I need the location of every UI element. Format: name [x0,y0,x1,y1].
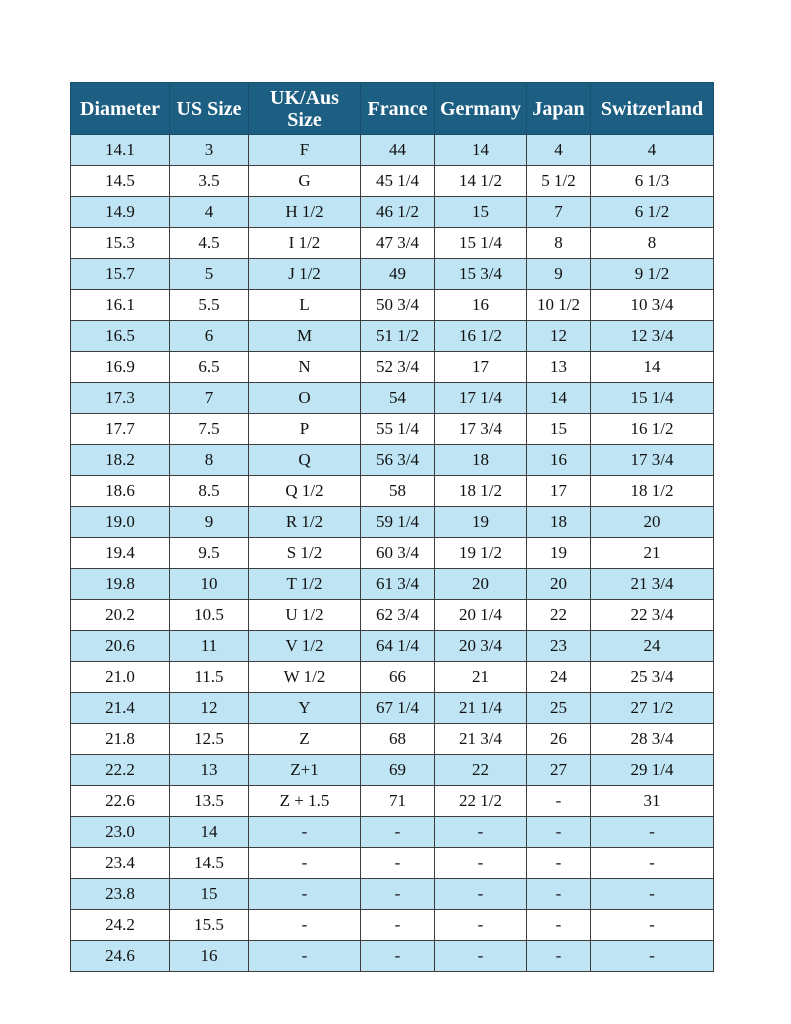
table-row [71,352,714,383]
cell-switzerland: 27 1/2 [591,693,714,724]
cell-germany: 17 3/4 [435,414,527,445]
cell-uk-aus-size: H 1/2 [249,197,361,228]
cell-switzerland: 6 1/2 [591,197,714,228]
cell-switzerland: 12 3/4 [591,321,714,352]
cell-france: 59 1/4 [361,507,435,538]
cell-uk-aus-size: M [249,321,361,352]
cell-diameter: 23.0 [71,817,170,848]
cell-france: - [361,910,435,941]
cell-france: 46 1/2 [361,197,435,228]
cell-switzerland: 9 1/2 [591,259,714,290]
table-row [71,879,714,910]
cell-us-size: 10.5 [170,600,249,631]
cell-germany: 15 3/4 [435,259,527,290]
cell-japan: - [527,817,591,848]
cell-france: 50 3/4 [361,290,435,321]
cell-us-size: 11.5 [170,662,249,693]
cell-france: 68 [361,724,435,755]
cell-germany: 17 [435,352,527,383]
cell-japan: 27 [527,755,591,786]
cell-germany: 18 [435,445,527,476]
cell-diameter: 21.8 [71,724,170,755]
cell-uk-aus-size: - [249,879,361,910]
column-header-us-size: US Size [170,83,249,135]
cell-japan: - [527,848,591,879]
cell-france: 55 1/4 [361,414,435,445]
cell-uk-aus-size: F [249,135,361,166]
cell-diameter: 15.7 [71,259,170,290]
table-row [71,321,714,352]
cell-uk-aus-size: - [249,848,361,879]
cell-france: - [361,817,435,848]
cell-france: 49 [361,259,435,290]
cell-us-size: 12 [170,693,249,724]
cell-germany: - [435,879,527,910]
cell-diameter: 22.2 [71,755,170,786]
cell-diameter: 24.6 [71,941,170,972]
ring-size-conversion-table [70,82,714,972]
cell-switzerland: 31 [591,786,714,817]
cell-germany: 18 1/2 [435,476,527,507]
cell-france: 45 1/4 [361,166,435,197]
cell-japan: 12 [527,321,591,352]
cell-us-size: 6 [170,321,249,352]
cell-switzerland: 28 3/4 [591,724,714,755]
cell-uk-aus-size: - [249,910,361,941]
cell-us-size: 4.5 [170,228,249,259]
cell-diameter: 16.1 [71,290,170,321]
cell-japan: 10 1/2 [527,290,591,321]
cell-germany: 21 3/4 [435,724,527,755]
cell-uk-aus-size: V 1/2 [249,631,361,662]
cell-uk-aus-size: - [249,817,361,848]
cell-japan: 23 [527,631,591,662]
cell-uk-aus-size: L [249,290,361,321]
cell-germany: 14 1/2 [435,166,527,197]
column-header-diameter: Diameter [71,83,170,135]
cell-switzerland: 6 1/3 [591,166,714,197]
header-row [71,83,714,135]
cell-diameter: 14.1 [71,135,170,166]
cell-uk-aus-size: W 1/2 [249,662,361,693]
table-row [71,848,714,879]
cell-france: - [361,879,435,910]
cell-diameter: 16.9 [71,352,170,383]
cell-diameter: 16.5 [71,321,170,352]
cell-france: 51 1/2 [361,321,435,352]
cell-diameter: 19.8 [71,569,170,600]
cell-france: 71 [361,786,435,817]
cell-us-size: 9 [170,507,249,538]
cell-germany: 19 [435,507,527,538]
table-row [71,941,714,972]
cell-japan: 13 [527,352,591,383]
cell-diameter: 18.2 [71,445,170,476]
cell-germany: 19 1/2 [435,538,527,569]
cell-switzerland: 22 3/4 [591,600,714,631]
cell-japan: 9 [527,259,591,290]
cell-japan: 5 1/2 [527,166,591,197]
cell-japan: 19 [527,538,591,569]
table-row [71,662,714,693]
cell-switzerland: - [591,941,714,972]
cell-us-size: 13.5 [170,786,249,817]
cell-switzerland: 21 3/4 [591,569,714,600]
cell-japan: - [527,910,591,941]
table-body [71,135,714,972]
cell-us-size: 3.5 [170,166,249,197]
cell-uk-aus-size: J 1/2 [249,259,361,290]
cell-switzerland: 8 [591,228,714,259]
cell-japan: 16 [527,445,591,476]
cell-us-size: 9.5 [170,538,249,569]
cell-diameter: 21.4 [71,693,170,724]
cell-uk-aus-size: Y [249,693,361,724]
cell-japan: 24 [527,662,591,693]
cell-us-size: 14 [170,817,249,848]
cell-germany: 17 1/4 [435,383,527,414]
cell-uk-aus-size: R 1/2 [249,507,361,538]
cell-switzerland: 18 1/2 [591,476,714,507]
cell-france: 69 [361,755,435,786]
cell-diameter: 17.7 [71,414,170,445]
cell-japan: 8 [527,228,591,259]
table-row [71,414,714,445]
column-header-switzerland: Switzerland [591,83,714,135]
cell-uk-aus-size: Z [249,724,361,755]
cell-japan: - [527,786,591,817]
cell-switzerland: 17 3/4 [591,445,714,476]
cell-germany: 16 [435,290,527,321]
cell-diameter: 20.6 [71,631,170,662]
cell-germany: 15 [435,197,527,228]
cell-france: 56 3/4 [361,445,435,476]
cell-germany: 22 1/2 [435,786,527,817]
cell-diameter: 23.4 [71,848,170,879]
cell-japan: - [527,941,591,972]
cell-france: - [361,941,435,972]
cell-us-size: 5 [170,259,249,290]
cell-diameter: 15.3 [71,228,170,259]
cell-switzerland: 25 3/4 [591,662,714,693]
cell-diameter: 19.4 [71,538,170,569]
cell-us-size: 8.5 [170,476,249,507]
cell-uk-aus-size: Z + 1.5 [249,786,361,817]
cell-diameter: 22.6 [71,786,170,817]
cell-diameter: 23.8 [71,879,170,910]
cell-france: 64 1/4 [361,631,435,662]
cell-france: 58 [361,476,435,507]
cell-switzerland: 10 3/4 [591,290,714,321]
cell-france: 67 1/4 [361,693,435,724]
table-row [71,197,714,228]
cell-us-size: 15 [170,879,249,910]
cell-japan: 15 [527,414,591,445]
cell-us-size: 8 [170,445,249,476]
cell-switzerland: - [591,910,714,941]
cell-germany: 20 1/4 [435,600,527,631]
table-row [71,290,714,321]
cell-germany: 21 1/4 [435,693,527,724]
table-row [71,445,714,476]
cell-us-size: 7 [170,383,249,414]
table-row [71,569,714,600]
column-header-japan: Japan [527,83,591,135]
cell-switzerland: - [591,848,714,879]
cell-uk-aus-size: Q [249,445,361,476]
table-row [71,693,714,724]
cell-diameter: 19.0 [71,507,170,538]
cell-switzerland: 14 [591,352,714,383]
cell-us-size: 4 [170,197,249,228]
column-header-germany: Germany [435,83,527,135]
cell-uk-aus-size: O [249,383,361,414]
cell-switzerland: 4 [591,135,714,166]
cell-uk-aus-size: P [249,414,361,445]
cell-france: 44 [361,135,435,166]
cell-germany: 22 [435,755,527,786]
cell-france: 52 3/4 [361,352,435,383]
cell-switzerland: 29 1/4 [591,755,714,786]
cell-us-size: 6.5 [170,352,249,383]
cell-japan: 26 [527,724,591,755]
cell-switzerland: 15 1/4 [591,383,714,414]
cell-switzerland: - [591,817,714,848]
cell-uk-aus-size: Q 1/2 [249,476,361,507]
cell-switzerland: 24 [591,631,714,662]
cell-diameter: 18.6 [71,476,170,507]
cell-germany: 16 1/2 [435,321,527,352]
cell-france: 47 3/4 [361,228,435,259]
cell-us-size: 11 [170,631,249,662]
cell-us-size: 16 [170,941,249,972]
table-row [71,910,714,941]
cell-japan: 17 [527,476,591,507]
cell-uk-aus-size: N [249,352,361,383]
table-row [71,383,714,414]
cell-diameter: 24.2 [71,910,170,941]
cell-germany: - [435,848,527,879]
cell-diameter: 17.3 [71,383,170,414]
cell-uk-aus-size: U 1/2 [249,600,361,631]
cell-switzerland: - [591,879,714,910]
table-row [71,724,714,755]
cell-diameter: 20.2 [71,600,170,631]
table-row [71,135,714,166]
cell-uk-aus-size: I 1/2 [249,228,361,259]
cell-germany: 20 3/4 [435,631,527,662]
cell-us-size: 13 [170,755,249,786]
cell-us-size: 15.5 [170,910,249,941]
cell-uk-aus-size: S 1/2 [249,538,361,569]
cell-us-size: 7.5 [170,414,249,445]
table-row [71,166,714,197]
table-row [71,259,714,290]
cell-switzerland: 21 [591,538,714,569]
table-row [71,786,714,817]
cell-diameter: 14.5 [71,166,170,197]
table-header [71,83,714,135]
cell-france: 62 3/4 [361,600,435,631]
table-row [71,538,714,569]
cell-germany: - [435,817,527,848]
cell-us-size: 10 [170,569,249,600]
cell-france: - [361,848,435,879]
cell-france: 54 [361,383,435,414]
cell-germany: 21 [435,662,527,693]
cell-us-size: 14.5 [170,848,249,879]
cell-germany: 15 1/4 [435,228,527,259]
table-row [71,755,714,786]
cell-japan: 18 [527,507,591,538]
column-header-france: France [361,83,435,135]
cell-switzerland: 16 1/2 [591,414,714,445]
table-row [71,631,714,662]
cell-japan: 20 [527,569,591,600]
cell-us-size: 5.5 [170,290,249,321]
cell-uk-aus-size: T 1/2 [249,569,361,600]
table-row [71,600,714,631]
cell-germany: - [435,941,527,972]
cell-japan: 22 [527,600,591,631]
cell-switzerland: 20 [591,507,714,538]
cell-france: 60 3/4 [361,538,435,569]
cell-us-size: 3 [170,135,249,166]
cell-france: 61 3/4 [361,569,435,600]
cell-uk-aus-size: Z+1 [249,755,361,786]
cell-japan: - [527,879,591,910]
cell-japan: 14 [527,383,591,414]
table-row [71,817,714,848]
cell-japan: 4 [527,135,591,166]
table-row [71,507,714,538]
cell-uk-aus-size: - [249,941,361,972]
cell-germany: 20 [435,569,527,600]
cell-japan: 7 [527,197,591,228]
table-row [71,476,714,507]
cell-diameter: 14.9 [71,197,170,228]
cell-uk-aus-size: G [249,166,361,197]
table-row [71,228,714,259]
cell-france: 66 [361,662,435,693]
cell-diameter: 21.0 [71,662,170,693]
cell-germany: 14 [435,135,527,166]
column-header-uk-aus-size: UK/Aus Size [249,83,361,135]
cell-us-size: 12.5 [170,724,249,755]
cell-japan: 25 [527,693,591,724]
cell-germany: - [435,910,527,941]
